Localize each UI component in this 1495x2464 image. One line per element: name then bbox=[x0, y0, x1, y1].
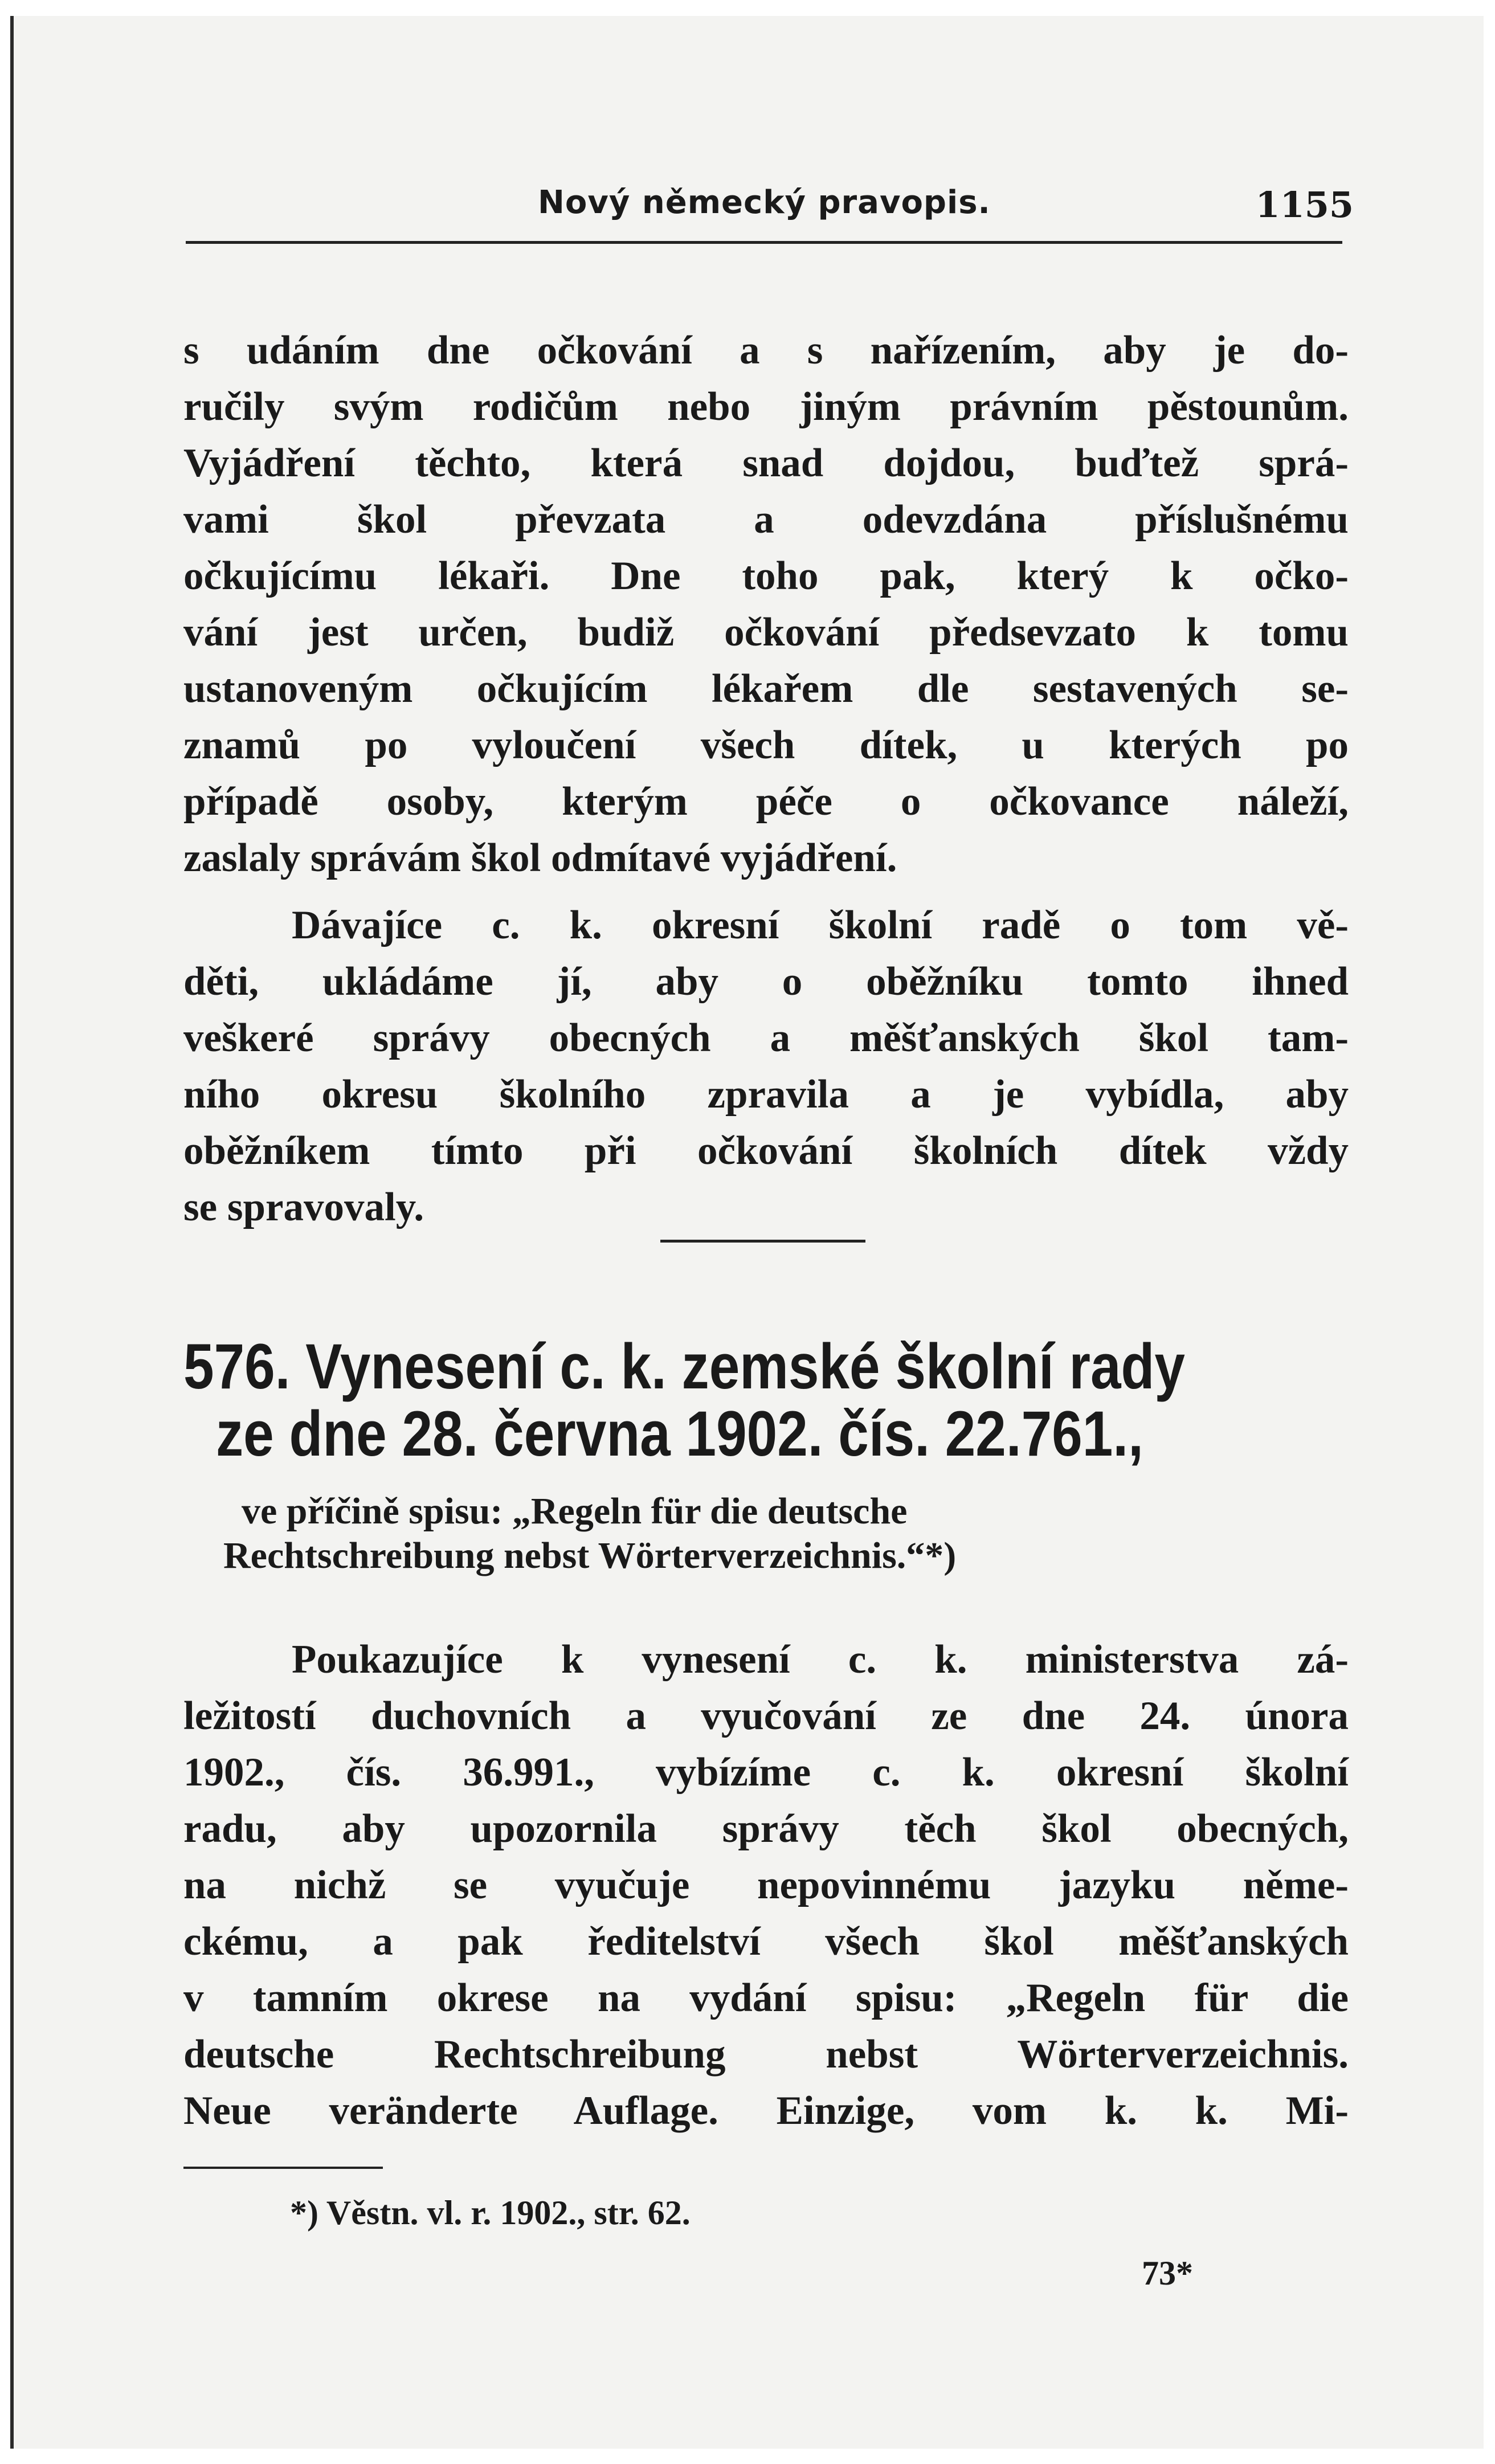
text-line: s udáním dne očkování a s nařízením, aby je do- bbox=[183, 328, 1349, 373]
text-line: ručily svým rodičům nebo jiným právním pěstounům. bbox=[183, 385, 1349, 429]
text-line: oběžníkem tímto při očkování školních dítek vždy bbox=[183, 1129, 1349, 1173]
text-line: vami škol převzata a odevzdána příslušnému bbox=[183, 497, 1349, 542]
text-line: deutsche Rechtschreibung nebst Wörterverzeichnis. bbox=[183, 2032, 1349, 2077]
text-line: Neue veränderte Auflage. Einzige, vom k. k. Mi- bbox=[183, 2089, 1349, 2133]
text-line: znamů po vyloučení všech dítek, u kterých po bbox=[183, 723, 1349, 767]
book-page bbox=[10, 16, 1484, 2449]
text-line: Vyjádření těchto, která snad dojdou, buďtež sprá- bbox=[183, 441, 1349, 485]
text-line: ckému, a pak ředitelství všech škol měšťanských bbox=[183, 1919, 1349, 1964]
paragraph-2 bbox=[183, 897, 1349, 1236]
text-line: vání jest určen, budiž očkování předsevzato k tomu bbox=[183, 610, 1349, 655]
text-line: děti, ukládáme jí, aby o oběžníku tomto ihned bbox=[183, 959, 1349, 1004]
footnote: *) Věstn. vl. r. 1902., str. 62. bbox=[290, 2194, 691, 2232]
paragraph-1 bbox=[183, 322, 1349, 886]
section-subhead-line-1: ve příčině spisu: „Regeln für die deutsche bbox=[242, 1490, 908, 1532]
text-line: ního okresu školního zpravila a je vybídla, aby bbox=[183, 1072, 1349, 1117]
section-subhead-line-2: Rechtschreibung nebst Wörterverzeichnis.“*) bbox=[223, 1535, 957, 1576]
text-line: ustanoveným očkujícím lékařem dle sestavených se- bbox=[183, 667, 1349, 711]
text-line: na nichž se vyučuje nepovinnému jazyku něme- bbox=[183, 1863, 1349, 1907]
text-line: Dávajíce c. k. okresní školní radě o tom vě- bbox=[292, 903, 1349, 947]
section-heading-line-2: ze dne 28. června 1902. čís. 22.761., bbox=[216, 1398, 1143, 1469]
header-rule bbox=[186, 241, 1342, 244]
section-separator bbox=[660, 1240, 865, 1243]
text-line: 1902., čís. 36.991., vybízíme c. k. okresní školní bbox=[183, 1750, 1349, 1795]
text-line: radu, aby upozornila správy těch škol obecných, bbox=[183, 1807, 1349, 1851]
footnote-rule bbox=[183, 2167, 383, 2169]
text-line: ležitostí duchovních a vyučování ze dne 24. února bbox=[183, 1694, 1349, 1738]
page-number: 1155 bbox=[1255, 184, 1354, 226]
text-line: očkujícímu lékaři. Dne toho pak, který k očko- bbox=[183, 554, 1349, 598]
signature-mark: 73* bbox=[1142, 2254, 1193, 2292]
text-line: případě osoby, kterým péče o očkovance náleží, bbox=[183, 779, 1349, 824]
paragraph-3 bbox=[183, 1632, 1349, 2139]
text-line: v tamním okrese na vydání spisu: „Regeln für die bbox=[183, 1976, 1349, 2020]
section-heading-line-1: 576. Vynesení c. k. zemské školní rady bbox=[183, 1331, 1185, 1402]
running-title: Nový německý pravopis. bbox=[538, 184, 991, 221]
text-line: Poukazujíce k vynesení c. k. ministerstva zá- bbox=[292, 1637, 1349, 1682]
text-line: se spravovaly. bbox=[183, 1185, 424, 1229]
text-line: zaslaly správám škol odmítavé vyjádření. bbox=[183, 836, 897, 880]
text-line: veškeré správy obecných a měšťanských škol tam- bbox=[183, 1016, 1349, 1060]
